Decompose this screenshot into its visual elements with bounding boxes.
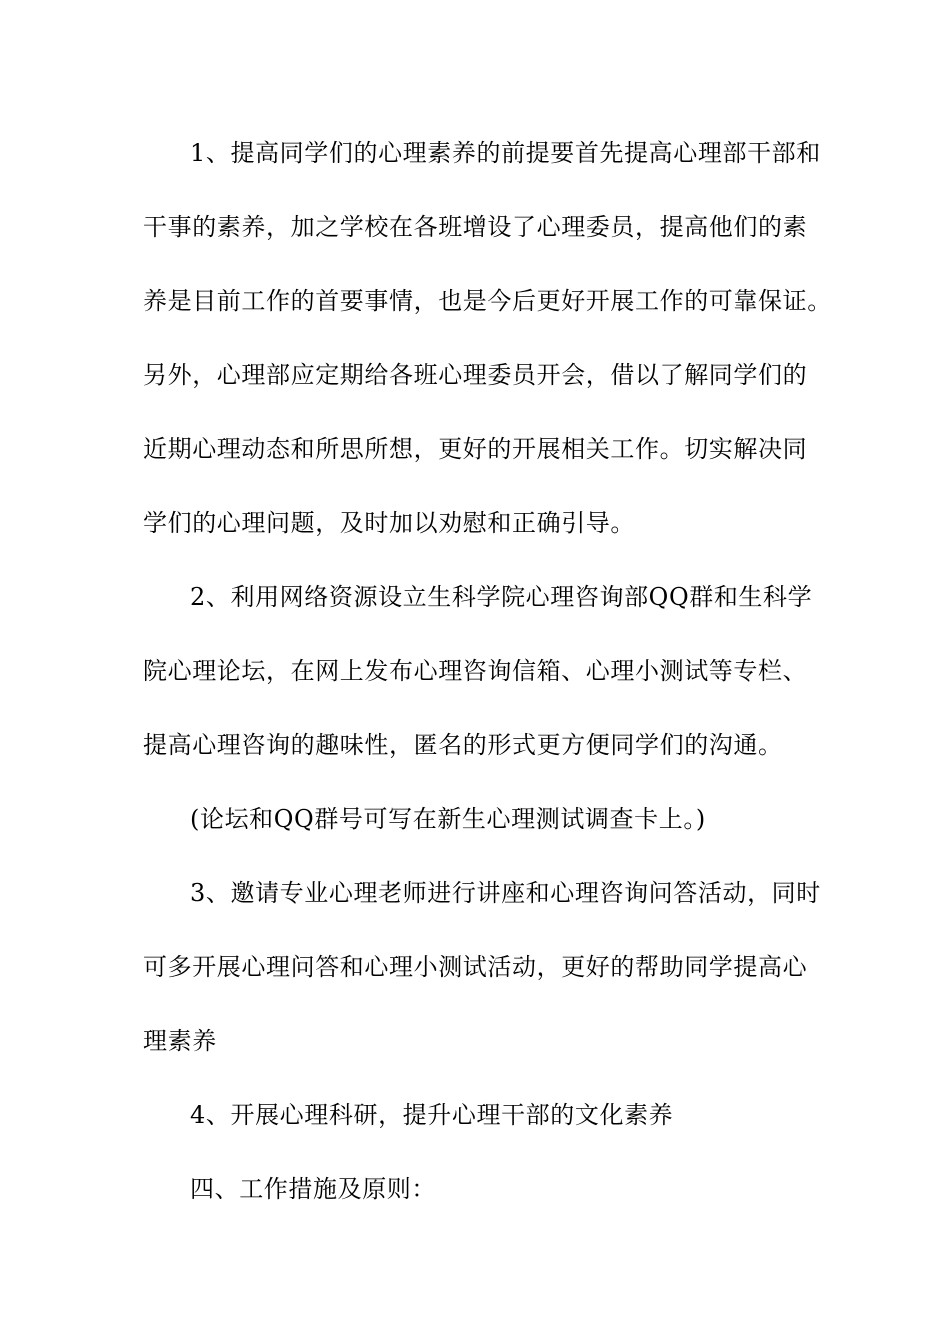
paragraph-1-line-3: 养是目前工作的首要事情，也是今后更好开展工作的可靠保证。 bbox=[143, 287, 832, 315]
paragraph-4-line-1: 4、开展心理科研，提升心理干部的文化素养 bbox=[190, 1101, 674, 1129]
paragraph-1-line-4: 另外，心理部应定期给各班心理委员开会，借以了解同学们的 bbox=[143, 361, 808, 389]
paragraph-1-line-1: 1、提高同学们的心理素养的前提要首先提高心理部干部和 bbox=[190, 139, 821, 167]
paragraph-2-line-2: 院心理论坛，在网上发布心理咨询信箱、心理小测试等专栏、 bbox=[143, 657, 808, 685]
paragraph-3-line-1: 3、邀请专业心理老师进行讲座和心理咨询问答活动，同时 bbox=[190, 879, 821, 907]
paragraph-3-line-3: 理素养 bbox=[143, 1027, 217, 1055]
paragraph-1-line-2: 干事的素养，加之学校在各班增设了心理委员，提高他们的素 bbox=[143, 213, 808, 241]
paragraph-2-line-1: 2、利用网络资源设立生科学院心理咨询部QQ群和生科学 bbox=[190, 583, 813, 611]
section-heading: 四、工作措施及原则： bbox=[190, 1175, 436, 1203]
paragraph-1-line-5: 近期心理动态和所思所想，更好的开展相关工作。切实解决同 bbox=[143, 435, 808, 463]
paragraph-1-line-6: 学们的心理问题，及时加以劝慰和正确引导。 bbox=[143, 509, 635, 537]
note-line: (论坛和QQ群号可写在新生心理测试调查卡上。) bbox=[190, 805, 706, 833]
paragraph-3-line-2: 可多开展心理问答和心理小测试活动，更好的帮助同学提高心 bbox=[143, 953, 808, 981]
paragraph-2-line-3: 提高心理咨询的趣味性，匿名的形式更方便同学们的沟通。 bbox=[143, 731, 783, 759]
